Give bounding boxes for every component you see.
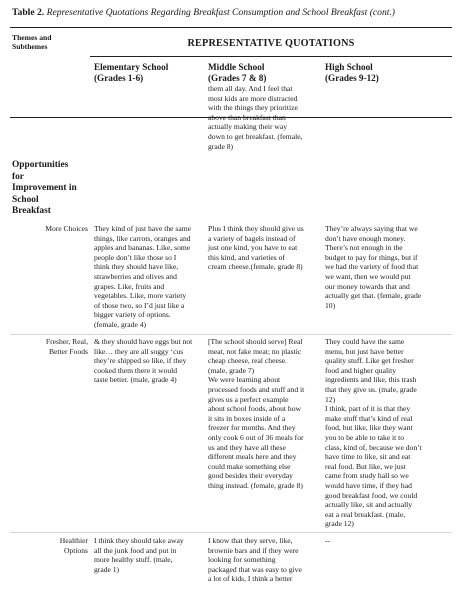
line: all the junk food and put in xyxy=(94,545,177,555)
line: food and higher quality xyxy=(325,365,397,375)
theme-more-choices xyxy=(12,224,88,234)
line: we had the variety of food that xyxy=(325,262,419,272)
line: meat, not fake meat; no plastic xyxy=(208,346,302,356)
line: packaged that was easy to give xyxy=(208,564,302,574)
line: taste better. (male, grade 4) xyxy=(94,375,177,385)
line: different meals here and they xyxy=(208,452,297,462)
line: I know that they serve, like, xyxy=(208,536,293,545)
theme-line: Better Foods xyxy=(48,346,88,356)
quote-elementary-more-choices xyxy=(94,224,206,330)
line: brownie bars and if they were xyxy=(208,545,299,555)
quote-middle-fresher-foods xyxy=(208,337,322,491)
line: grade 8) xyxy=(208,141,234,151)
line: things, like carrots, oranges and xyxy=(94,233,191,243)
quote-middle-more-choices xyxy=(208,224,322,272)
line: [The school should serve] Real xyxy=(208,337,303,346)
column-header-middle xyxy=(208,62,312,84)
column-grades: (Grades 1-6) xyxy=(94,73,144,83)
line: 12) xyxy=(325,394,336,404)
line: actually like, sit and actually xyxy=(325,500,413,510)
line: down to get breakfast. (female, xyxy=(208,131,303,141)
column-name: Middle School xyxy=(208,62,265,72)
line: good breakfast food, we could xyxy=(325,490,418,500)
line: strawberries and olives and xyxy=(94,271,177,281)
line: them all day. And I feel that xyxy=(208,84,293,93)
row-separator xyxy=(10,532,452,533)
line: about school foods, about how xyxy=(208,404,302,414)
line: bigger variety of options. xyxy=(94,310,171,320)
line: only cook 6 out of 36 meals for xyxy=(208,432,304,442)
line: this kind, and varieties of xyxy=(208,252,285,262)
line: would have time, if they had xyxy=(325,480,412,490)
line: I think they should take away xyxy=(94,536,184,545)
line: a variety of bagels instead of xyxy=(208,233,296,243)
line: apples and bananas. Like, some xyxy=(94,243,191,253)
line: ingredients and like, this trash xyxy=(325,375,417,385)
line: most kids are more distracted xyxy=(208,93,298,103)
column-name: High School xyxy=(325,62,373,72)
line: freezer for months. And they xyxy=(208,423,296,433)
line: more healthy stuff. (male, xyxy=(94,555,173,565)
line: real food. But like, we just xyxy=(325,461,406,471)
line: grade 1) xyxy=(94,564,120,574)
line: food, but like, like they want xyxy=(325,423,413,433)
quote-elementary-fresher-foods xyxy=(94,337,206,385)
line: it sits in boxes inside of a xyxy=(208,413,286,423)
column-header-high xyxy=(325,62,429,84)
quote-high-healthier xyxy=(325,536,449,546)
line: cooked them there it would xyxy=(94,365,178,375)
line: make stuff that’s kind of real xyxy=(325,413,413,423)
themes-header-line2: Subthemes xyxy=(12,42,48,51)
line: we want, then we would put xyxy=(325,271,411,281)
line: looking for something xyxy=(208,555,276,565)
line: came from study hall so we xyxy=(325,471,409,481)
line: that they give us. (male, grade xyxy=(325,384,417,394)
line: like… they are all soggy ‘cus xyxy=(94,346,184,356)
line: with the things they prioritize xyxy=(208,103,298,113)
top-rule xyxy=(10,27,452,28)
line: Plus I think they should give us xyxy=(208,224,304,233)
line: vegetables. Like, more variety xyxy=(94,291,187,301)
line: They’re always saying that we xyxy=(325,224,418,233)
table-caption xyxy=(12,7,452,19)
column-header-elementary xyxy=(94,62,198,84)
column-grades: (Grades 9-12) xyxy=(325,73,379,83)
line: (female, grade 4) xyxy=(94,319,147,329)
quote-high-fresher-foods xyxy=(325,337,449,529)
line: There’s not enough in the xyxy=(325,243,403,253)
line: eat a real breakfast. (male, xyxy=(325,509,406,519)
line: our money towards that and xyxy=(325,281,410,291)
line: they’re shipped so like, if they xyxy=(94,356,187,366)
line: just one kind, you have to eat xyxy=(208,243,298,253)
section-title-line: Breakfast xyxy=(12,206,51,216)
table-title: Representative Quotations Regarding Breakfast Consumption and School Breakfast (cont.) xyxy=(46,7,396,18)
theme-line: Healthier xyxy=(59,536,88,545)
line: -- xyxy=(325,536,331,545)
line: grade 12) xyxy=(325,519,354,529)
column-grades: (Grades 7 & 8) xyxy=(208,73,267,83)
line: class, kind of, because we don’t xyxy=(325,442,422,452)
theme-healthier-options xyxy=(12,536,88,555)
section-title-line: Improvement in xyxy=(12,183,77,193)
line: processed foods and stuff and it xyxy=(208,384,305,394)
line: a lot of kids, I think a better xyxy=(208,574,293,584)
row-separator xyxy=(10,334,452,335)
line: of those two, so I’d just like a xyxy=(94,300,185,310)
line: think they should have like, xyxy=(94,262,179,272)
line: don’t have enough money. xyxy=(325,233,406,243)
line: you to be able to take it to xyxy=(325,432,405,442)
quote-high-more-choices xyxy=(325,224,449,310)
line: & they should have eggs but not xyxy=(94,337,193,346)
section-title xyxy=(12,160,90,218)
line: 10) xyxy=(325,300,336,310)
line: cream cheese.(female, grade 8) xyxy=(208,262,303,272)
section-title-line: Opportunities xyxy=(12,160,69,170)
line: They could have the same xyxy=(325,337,405,346)
line: quality stuff. Like get fresher xyxy=(325,356,414,366)
line: people don’t like those so I xyxy=(94,252,177,262)
table-label: Table 2. xyxy=(12,7,45,18)
representative-quotations-header: REPRESENTATIVE QUOTATIONS xyxy=(187,38,355,49)
themes-header xyxy=(12,33,92,51)
themes-header-line1: Themes and xyxy=(12,33,52,42)
theme-fresher-real-better-foods xyxy=(12,337,88,356)
line: gives us a perfect example xyxy=(208,394,289,404)
line: menu, but just have better xyxy=(325,346,404,356)
theme-line: More Choices xyxy=(45,224,88,233)
theme-line: Options xyxy=(63,545,88,555)
line: We were learning about xyxy=(208,375,281,385)
line: have time to like, sit and eat xyxy=(325,452,411,462)
column-name: Elementary School xyxy=(94,62,169,72)
section-title-line: for xyxy=(12,171,24,182)
line: I think, part of it is that they xyxy=(325,404,411,414)
column-header-rule xyxy=(90,56,452,57)
theme-line: Fresher, Real, xyxy=(45,337,88,346)
line: above than breakfast than xyxy=(208,112,286,122)
continuation-middle xyxy=(208,84,320,151)
line: us and they have all these xyxy=(208,442,286,452)
line: thing instead. (female, grade 8) xyxy=(208,480,303,490)
line: actually making their way xyxy=(208,122,288,132)
section-title-line: School xyxy=(12,194,39,205)
line: (male, grade 7) xyxy=(208,365,255,375)
line: cheap cheese, real cheese. xyxy=(208,356,288,366)
line: grapes. Like, fruits and xyxy=(94,281,165,291)
quote-elementary-healthier xyxy=(94,536,206,574)
quote-middle-healthier xyxy=(208,536,322,584)
line: actually get that. (female, grade xyxy=(325,291,422,301)
line: could make something else xyxy=(208,461,291,471)
line: They kind of just have the same xyxy=(94,224,192,233)
line: good besides their everyday xyxy=(208,471,293,481)
line: budget to pay for things, but if xyxy=(325,252,418,262)
